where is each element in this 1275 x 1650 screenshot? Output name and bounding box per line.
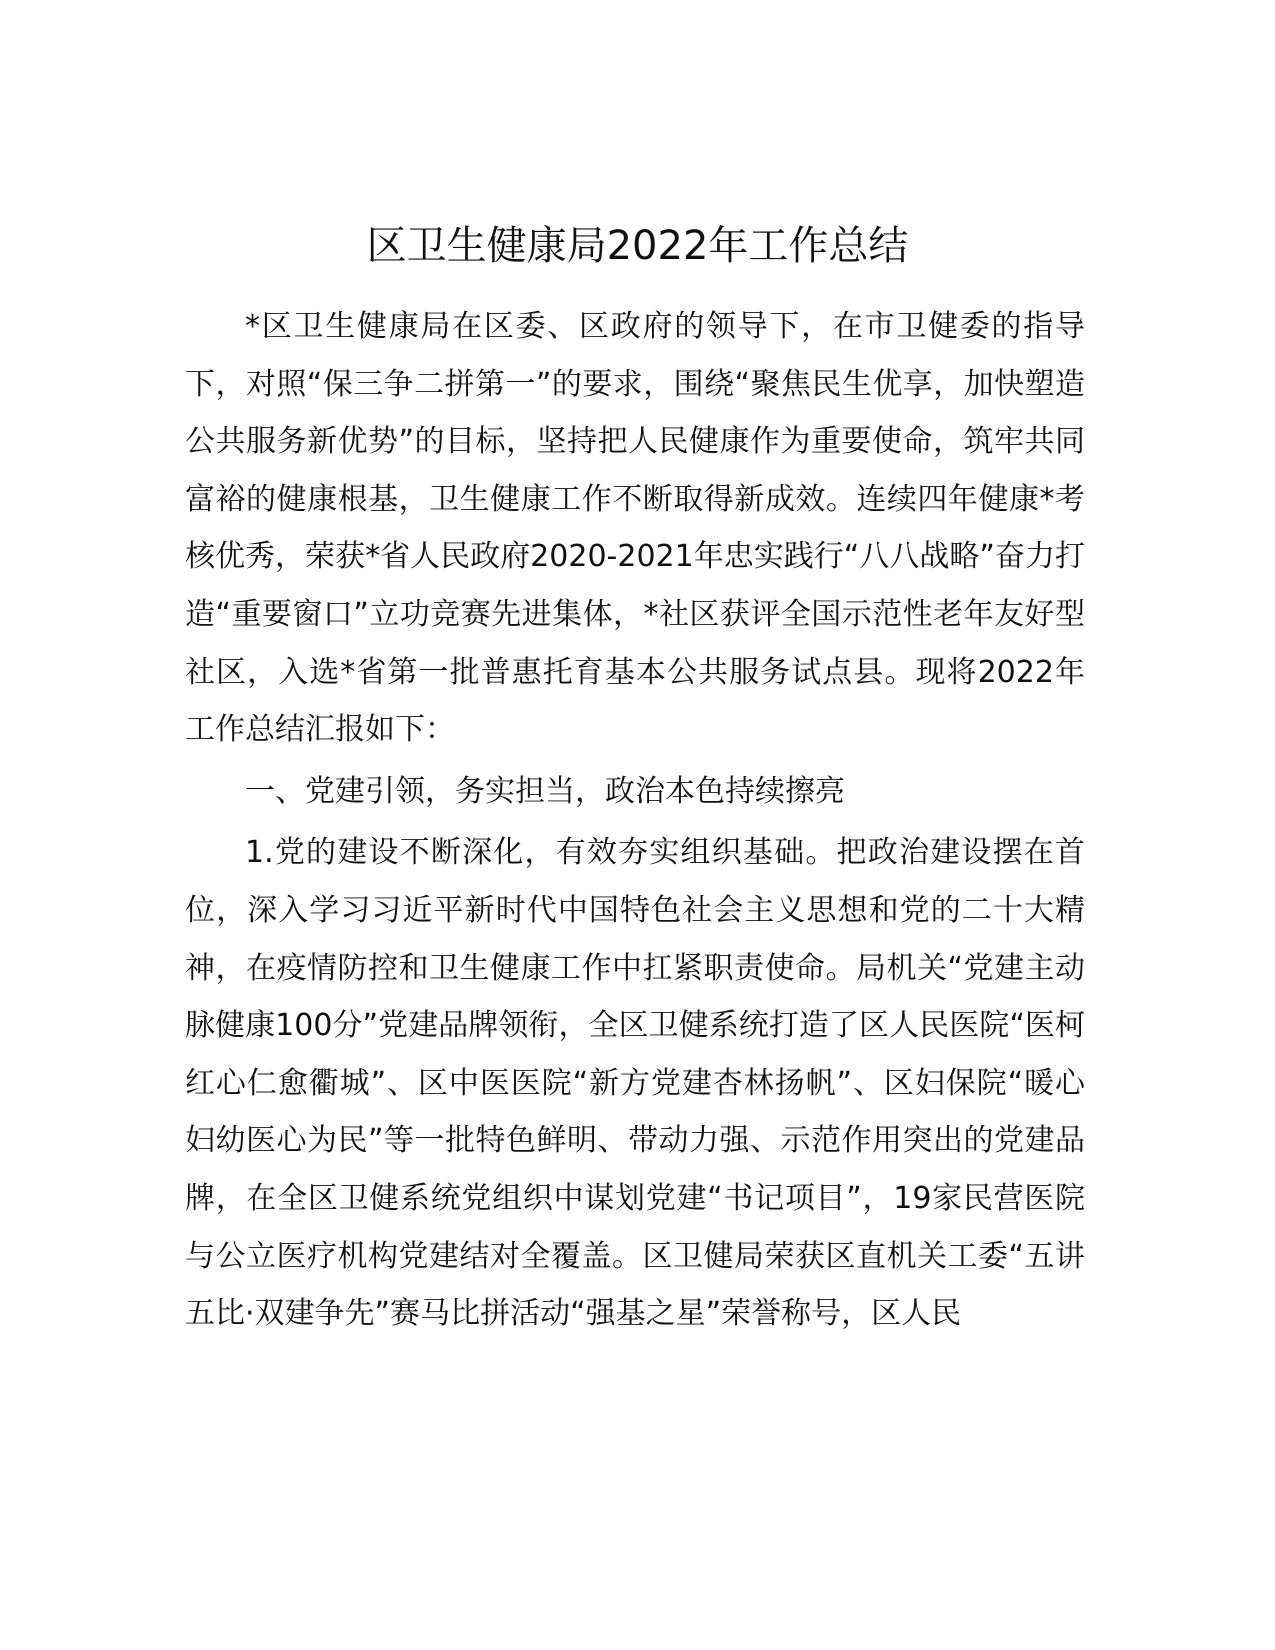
document-body xyxy=(185,298,1085,1343)
section-heading-1: 一、党建引领，务实担当，政治本色持续擦亮 xyxy=(245,773,845,809)
section-paragraph-1: 1.党的建设不断深化，有效夯实组织基础。把政治建设摆在首位，深入学习习近平新时代中国特色社会主义思想和党的二十大精神，在疫情防控和卫生健康工作中扛紧职责使命。局机关“党建主动脉健康100分”党建品牌领衔，全区卫健系统打造了区人民医院“医柯红心仁愈衢城”、区中医医院“新方党建杏林扬帆”、区妇保院“暖心妇幼医心为民”等一批特色鲜明、带动力强、示范作用突出的党建品牌，在全区卫健系统党组织中谋划党建“书记项目”，19家民营医院与公立医疗机构党建结对全覆盖。区卫健局荣获区直机关工委“五讲五比·双建争先”赛马比拼活动“强基之星”荣誉称号，区人民 xyxy=(185,835,1085,1332)
document-title: 区卫生健康局2022年工作总结 xyxy=(366,223,909,269)
intro-paragraph: *区卫生健康局在区委、区政府的领导下，在市卫健委的指导下，对照“保三争二拼第一”的要求，围绕“聚焦民生优享，加快塑造公共服务新优势”的目标，坚持把人民健康作为重要使命，筑牢共同富裕的健康根基，卫生健康工作不断取得新成效。连续四年健康*考核优秀，荣获*省人民政府2020-2021年忠实践行“八八战略”奋力打造“重要窗口”立功竞赛先进集体，*社区获评全国示范性老年友好型社区，入选*省第一批普惠托育基本公共服务试点县。现将2022年工作总结汇报如下： xyxy=(185,309,1085,748)
